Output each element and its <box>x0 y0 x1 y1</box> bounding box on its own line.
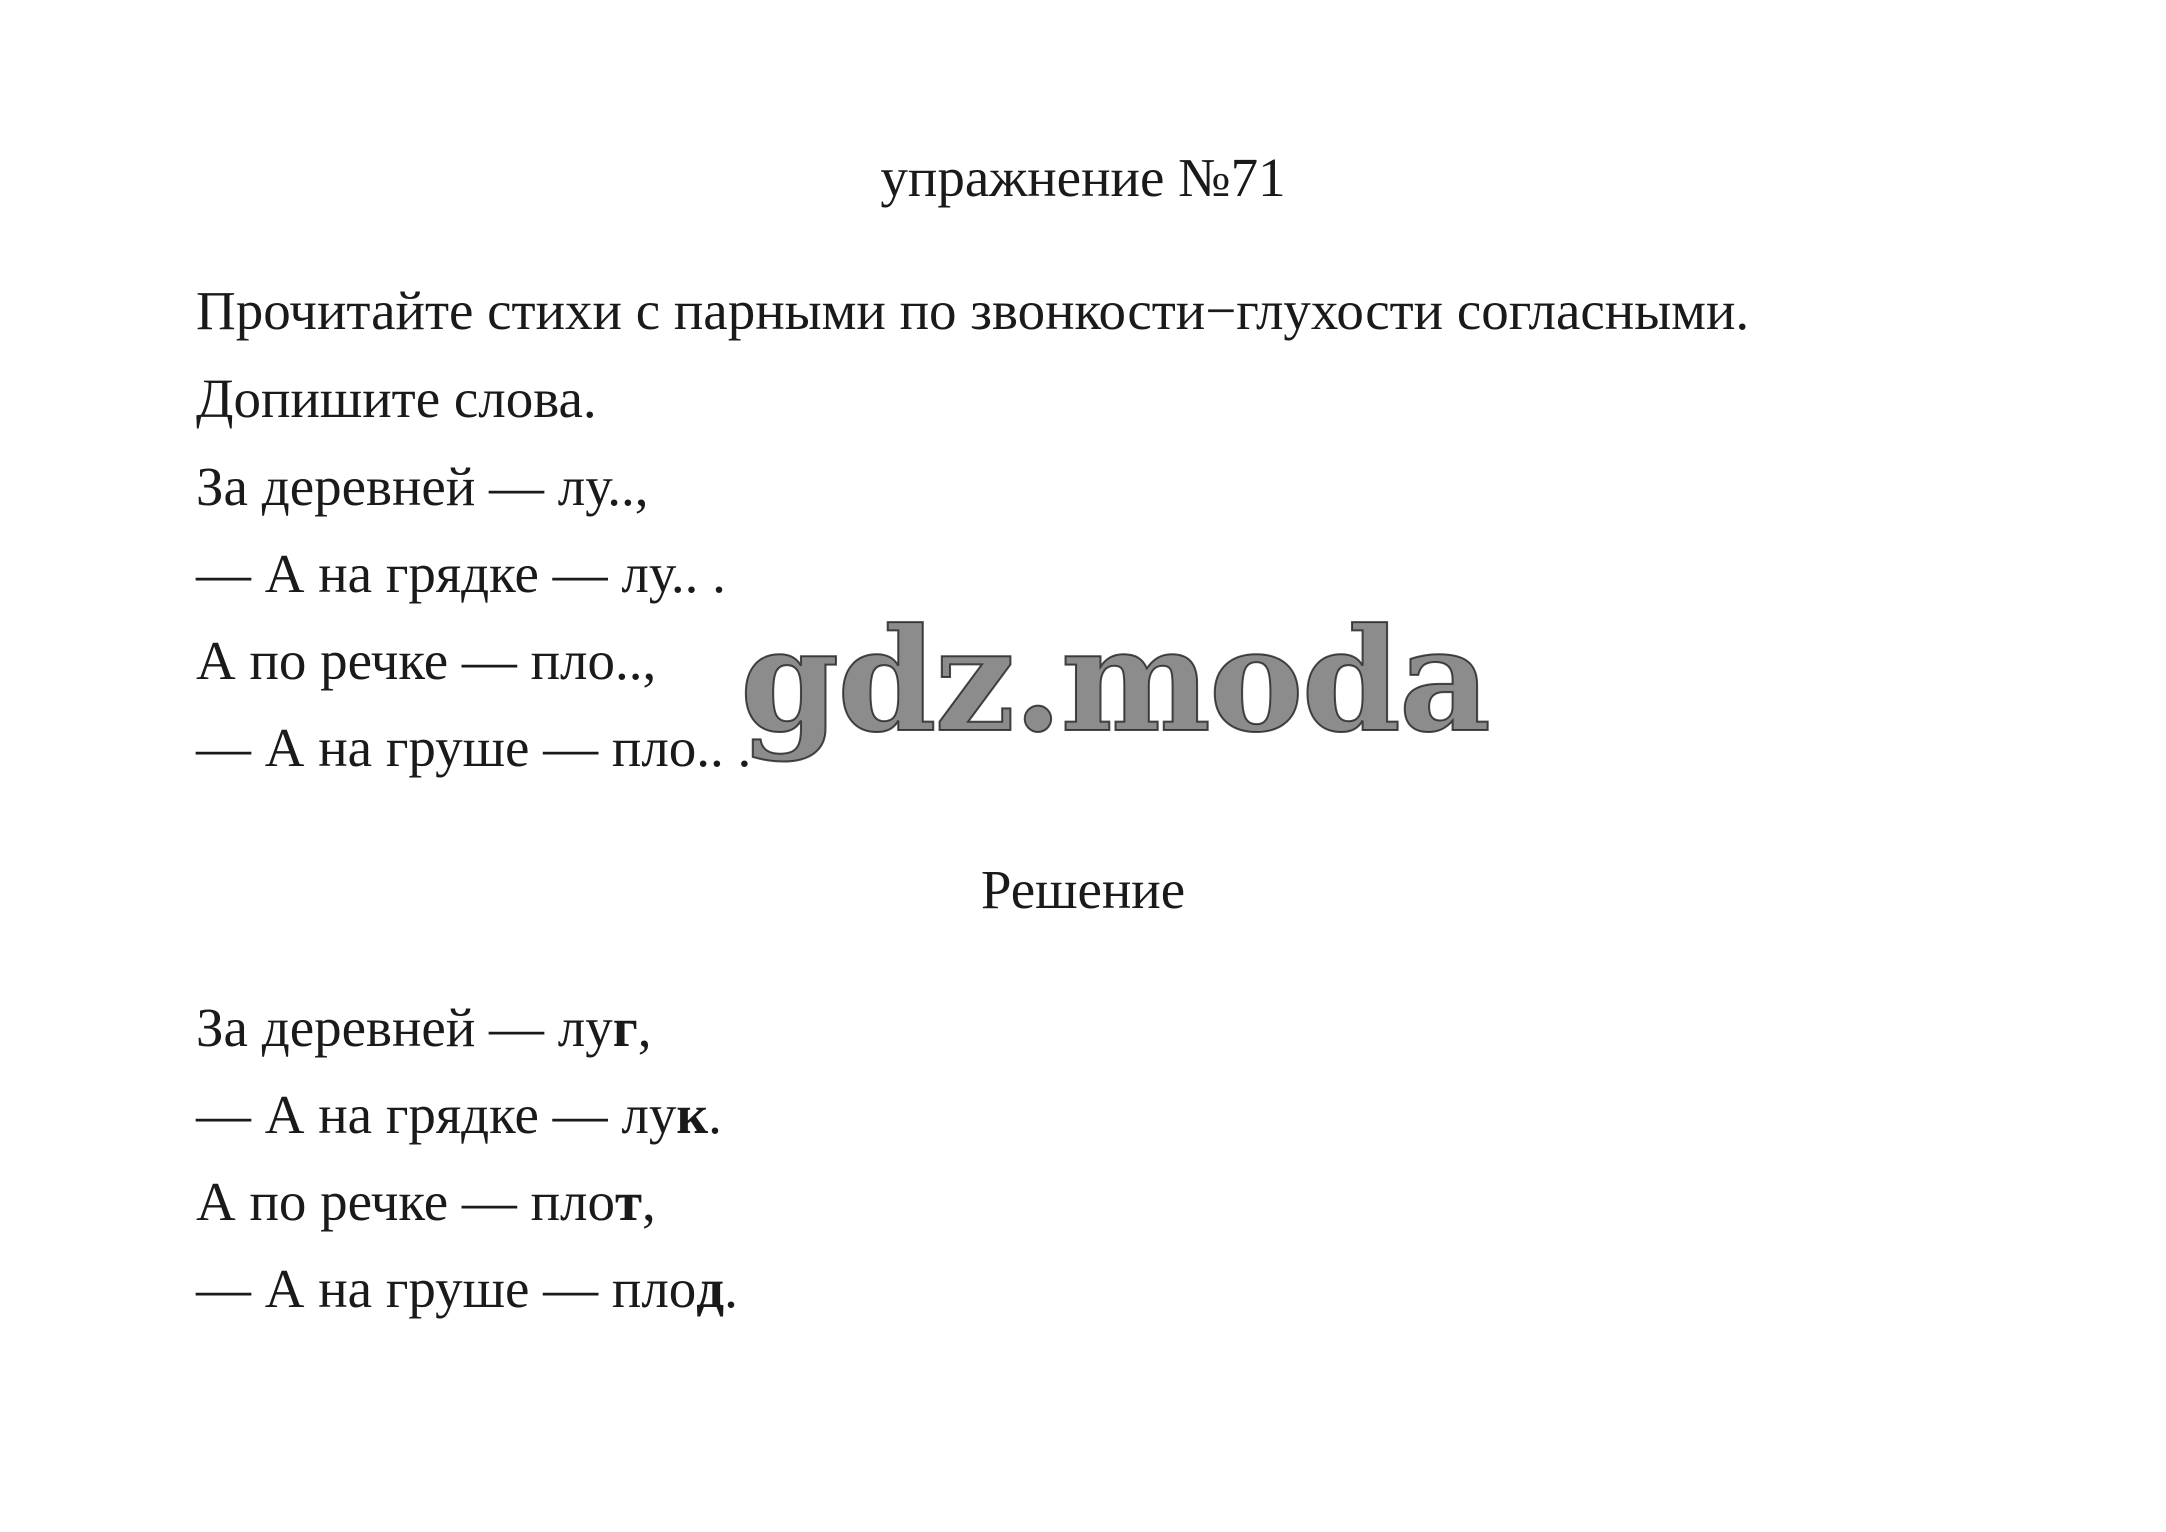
solution-answer-letter: к <box>676 1084 709 1145</box>
solution-line-end: . <box>708 1084 722 1145</box>
instruction-line-2: Допишите слова. <box>196 368 597 429</box>
solution-line-end: , <box>642 1171 656 1232</box>
poem-line-2: — А на грядке — лу.. . <box>196 543 726 604</box>
solution-line-end: . <box>724 1258 738 1319</box>
solution-answer-letter: д <box>696 1258 725 1319</box>
solution-answer-letter: г <box>612 997 638 1058</box>
instruction-line-1: Прочитайте стихи с парными по звонкости−глухости согласными. <box>196 280 1750 341</box>
poem-line-3: А по речке — пло.., <box>196 630 657 691</box>
solution-line-text: А по речке — пло <box>196 1171 615 1232</box>
solution-line-end: , <box>637 997 652 1058</box>
solution-line-1 <box>196 997 652 1058</box>
solution-line-text: — А на грядке — лу <box>196 1084 677 1145</box>
solution-answer-letter: т <box>615 1171 643 1232</box>
solution-title: Решение <box>980 859 1186 920</box>
solution-line-4 <box>196 1258 738 1319</box>
solution-line-2 <box>196 1084 722 1145</box>
solution-line-text: — А на груше — пло <box>196 1258 697 1319</box>
watermark-logo: gdz.moda <box>740 598 1489 764</box>
poem-line-4: — А на груше — пло.. . <box>196 717 752 778</box>
exercise-title: упражнение №71 <box>880 147 1286 208</box>
solution-line-text: За деревней — лу <box>196 997 613 1058</box>
poem-line-1: За деревней — лу.., <box>196 456 649 517</box>
solution-line-3 <box>196 1171 656 1232</box>
